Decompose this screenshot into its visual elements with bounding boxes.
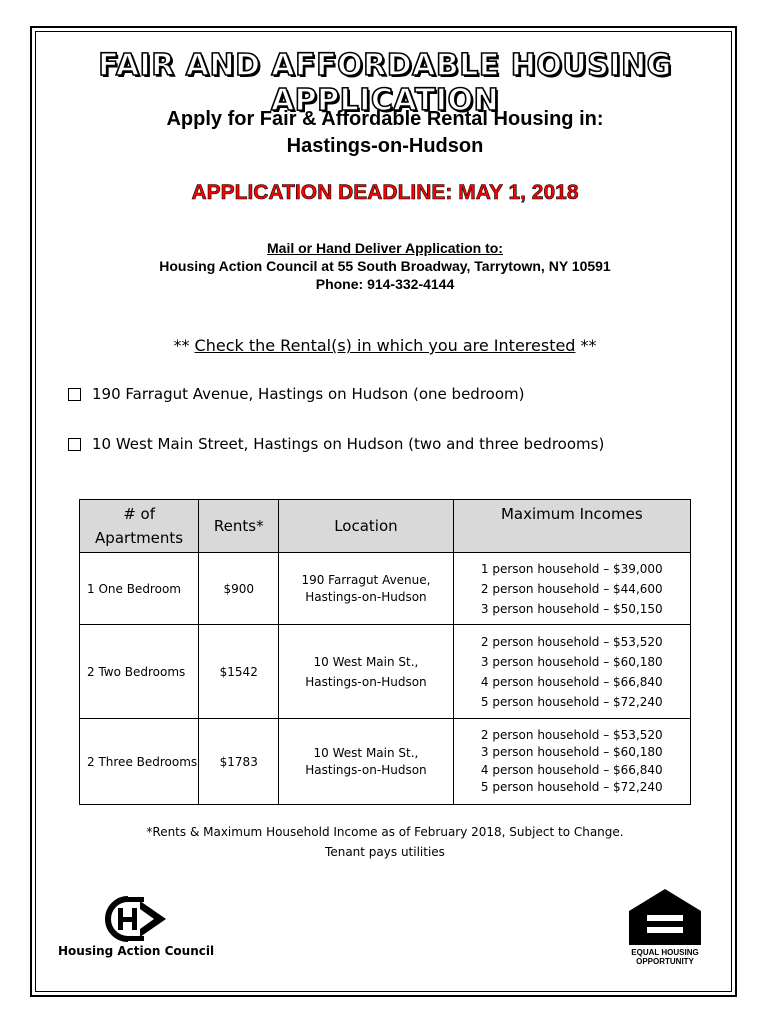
subtitle-line-2: Hastings-on-Hudson <box>286 135 484 157</box>
mail-phone: Phone: 914-332-4144 <box>315 276 455 292</box>
heading-prefix: ** <box>173 336 195 355</box>
rental-option-farragut-label: 190 Farragut Avenue, Hastings on Hudson (one bedroom) <box>92 385 525 403</box>
income-line: 2 person household – $53,520 <box>480 634 663 649</box>
table-header-row <box>80 500 691 553</box>
income-line: 2 person household – $53,520 <box>480 727 663 742</box>
footnote-line-1: *Rents & Maximum Household Income as of February 2018, Subject to Change. <box>146 825 624 839</box>
location-line2: Hastings-on-Hudson <box>305 762 427 777</box>
footnote-line-2: Tenant pays utilities <box>325 845 445 859</box>
location-line1: 10 West Main St., <box>313 654 419 669</box>
rental-option-farragut[interactable] <box>68 385 524 403</box>
row-rent: $900 <box>199 553 279 625</box>
checkbox-west-main[interactable] <box>68 438 81 451</box>
header-rents: Rents* <box>199 500 279 553</box>
table-row <box>80 719 691 805</box>
row-apartments: 2 Three Bedrooms <box>80 719 199 805</box>
equal-housing-opportunity-logo <box>625 887 705 969</box>
housing-action-council-name: Housing Action Council <box>58 944 215 958</box>
mail-label: Mail or Hand Deliver Application to: <box>267 240 503 256</box>
location-line2: Hastings-on-Hudson <box>305 674 427 689</box>
location-line1: 10 West Main St., <box>313 745 419 760</box>
income-line: 3 person household – $50,150 <box>480 601 663 616</box>
checkbox-farragut[interactable] <box>68 388 81 401</box>
income-line: 4 person household – $66,840 <box>480 674 663 689</box>
table-row <box>80 625 691 719</box>
income-line: 5 person household – $72,240 <box>480 694 663 709</box>
income-line: 4 person household – $66,840 <box>480 762 663 777</box>
rental-option-west-main-label: 10 West Main Street, Hastings on Hudson (two and three bedrooms) <box>92 435 605 453</box>
row-incomes <box>453 625 690 719</box>
row-location <box>279 625 453 719</box>
income-line: 1 person household – $39,000 <box>480 561 663 576</box>
row-rent: $1542 <box>199 625 279 719</box>
income-line: 2 person household – $44,600 <box>480 581 663 596</box>
row-rent: $1783 <box>199 719 279 805</box>
main-title: FAIR AND AFFORDABLE HOUSING APPLICATION <box>98 48 672 118</box>
heading-suffix: ** <box>575 336 597 355</box>
housing-action-council-logo <box>100 893 172 945</box>
location-line1: 190 Farragut Avenue, <box>301 572 431 587</box>
location-line2: Hastings-on-Hudson <box>305 589 427 604</box>
row-apartments: 1 One Bedroom <box>80 553 199 625</box>
row-location <box>279 719 453 805</box>
header-apartments-line2: Apartments <box>95 529 184 547</box>
rentals-check-heading <box>0 336 770 355</box>
row-location <box>279 553 453 625</box>
row-incomes <box>453 553 690 625</box>
income-line: 3 person household – $60,180 <box>480 654 663 669</box>
rental-option-west-main[interactable] <box>68 435 604 453</box>
eho-line-2: OPPORTUNITY <box>636 957 694 966</box>
row-incomes <box>453 719 690 805</box>
income-line: 5 person household – $72,240 <box>480 780 663 794</box>
row-apartments: 2 Two Bedrooms <box>80 625 199 719</box>
table-row <box>80 553 691 625</box>
eho-line-1: EQUAL HOUSING <box>631 948 699 957</box>
heading-text: Check the Rental(s) in which you are Interested <box>194 336 576 355</box>
header-apartments-line1: # of <box>123 505 155 523</box>
income-line: 3 person household – $60,180 <box>480 745 663 759</box>
mail-address: Housing Action Council at 55 South Broadway, Tarrytown, NY 10591 <box>159 258 611 274</box>
application-deadline: APPLICATION DEADLINE: MAY 1, 2018 <box>191 181 579 204</box>
header-apartments <box>80 500 199 553</box>
header-location: Location <box>279 500 453 553</box>
subtitle-line-1: Apply for Fair & Affordable Rental Housing in: <box>166 108 604 130</box>
header-incomes: Maximum Incomes <box>453 500 690 553</box>
rentals-table <box>79 499 691 805</box>
